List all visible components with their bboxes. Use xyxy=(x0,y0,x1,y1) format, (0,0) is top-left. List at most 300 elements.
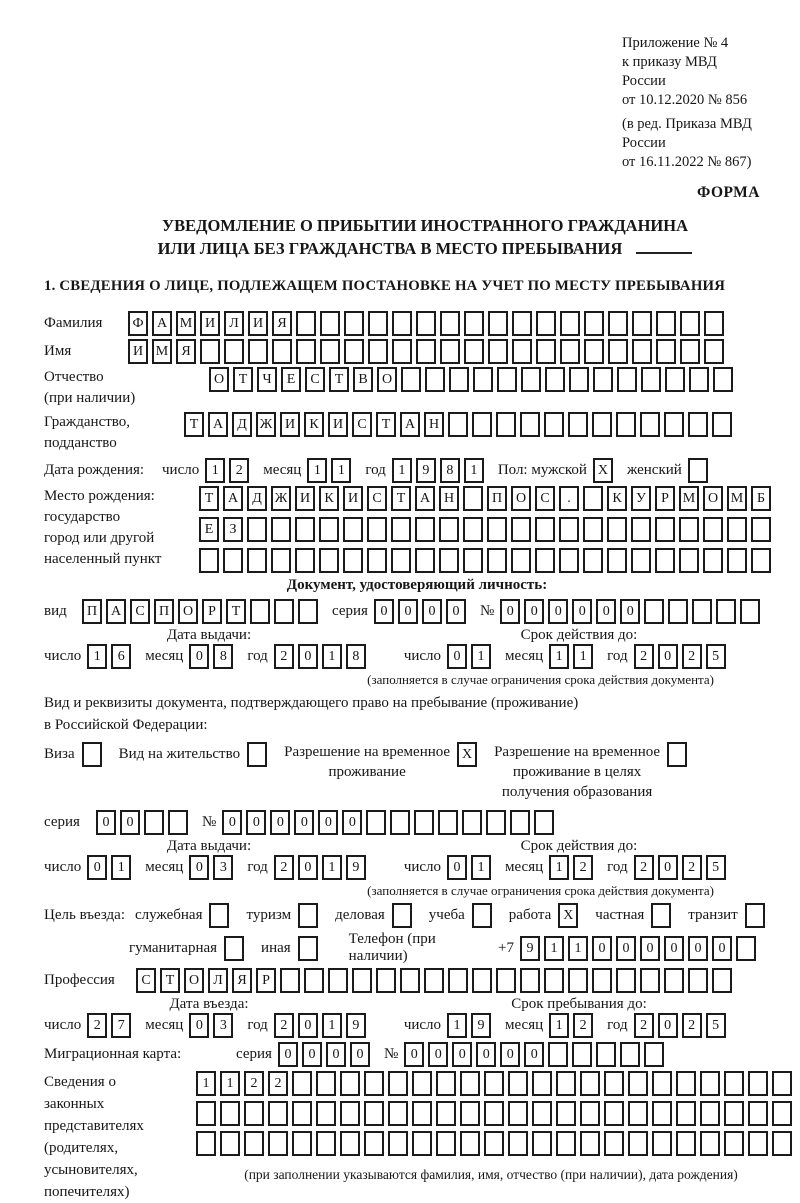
char-cell[interactable]: Ф xyxy=(128,311,148,336)
char-cell[interactable] xyxy=(772,1131,792,1156)
char-cell[interactable]: 0 xyxy=(318,810,338,835)
char-cell[interactable]: И xyxy=(295,486,315,511)
char-cell[interactable] xyxy=(271,517,291,542)
char-cell[interactable]: 0 xyxy=(524,599,544,624)
char-cell[interactable]: 2 xyxy=(682,1013,702,1038)
char-cell[interactable] xyxy=(664,412,684,437)
char-cell[interactable] xyxy=(724,1101,744,1126)
char-cell[interactable] xyxy=(401,367,421,392)
char-cell[interactable]: О xyxy=(377,367,397,392)
char-cell[interactable] xyxy=(144,810,164,835)
char-cell[interactable]: 0 xyxy=(342,810,362,835)
checkbox-cell[interactable] xyxy=(392,903,412,928)
char-cell[interactable]: З xyxy=(223,517,243,542)
char-cell[interactable]: 8 xyxy=(346,644,366,669)
char-cell[interactable] xyxy=(244,1101,264,1126)
char-cell[interactable] xyxy=(604,1071,624,1096)
char-cell[interactable] xyxy=(616,412,636,437)
char-cell[interactable]: 0 xyxy=(298,855,318,880)
char-cell[interactable]: 9 xyxy=(471,1013,491,1038)
char-cell[interactable]: 1 xyxy=(471,855,491,880)
char-cell[interactable] xyxy=(580,1131,600,1156)
char-cell[interactable] xyxy=(412,1131,432,1156)
char-cell[interactable] xyxy=(652,1131,672,1156)
char-cell[interactable] xyxy=(572,1042,592,1067)
char-cell[interactable] xyxy=(703,548,723,573)
char-cell[interactable] xyxy=(535,517,555,542)
char-cell[interactable] xyxy=(200,339,220,364)
char-cell[interactable] xyxy=(772,1071,792,1096)
char-cell[interactable] xyxy=(436,1131,456,1156)
char-cell[interactable] xyxy=(700,1071,720,1096)
char-cell[interactable] xyxy=(344,339,364,364)
char-cell[interactable] xyxy=(532,1101,552,1126)
char-cell[interactable]: Е xyxy=(281,367,301,392)
char-cell[interactable]: Т xyxy=(184,412,204,437)
char-cell[interactable]: 0 xyxy=(500,1042,520,1067)
char-cell[interactable]: 8 xyxy=(440,458,460,483)
char-cell[interactable]: 1 xyxy=(544,936,564,961)
checkbox-cell[interactable]: X xyxy=(457,742,477,767)
char-cell[interactable]: 0 xyxy=(294,810,314,835)
char-cell[interactable] xyxy=(748,1071,768,1096)
char-cell[interactable] xyxy=(484,1131,504,1156)
char-cell[interactable] xyxy=(472,412,492,437)
char-cell[interactable]: 0 xyxy=(620,599,640,624)
char-cell[interactable] xyxy=(510,810,530,835)
char-cell[interactable] xyxy=(508,1071,528,1096)
char-cell[interactable]: 0 xyxy=(189,855,209,880)
char-cell[interactable]: 0 xyxy=(302,1042,322,1067)
char-cell[interactable] xyxy=(511,517,531,542)
char-cell[interactable]: И xyxy=(343,486,363,511)
char-cell[interactable]: 1 xyxy=(196,1071,216,1096)
char-cell[interactable] xyxy=(616,968,636,993)
char-cell[interactable]: 0 xyxy=(500,599,520,624)
char-cell[interactable] xyxy=(596,1042,616,1067)
char-cell[interactable] xyxy=(692,599,712,624)
char-cell[interactable] xyxy=(716,599,736,624)
char-cell[interactable]: 1 xyxy=(464,458,484,483)
char-cell[interactable] xyxy=(340,1071,360,1096)
char-cell[interactable]: И xyxy=(280,412,300,437)
char-cell[interactable] xyxy=(556,1071,576,1096)
char-cell[interactable] xyxy=(449,367,469,392)
char-cell[interactable]: С xyxy=(535,486,555,511)
char-cell[interactable] xyxy=(247,517,267,542)
char-cell[interactable]: С xyxy=(130,599,150,624)
char-cell[interactable]: 6 xyxy=(111,644,131,669)
char-cell[interactable] xyxy=(631,517,651,542)
char-cell[interactable] xyxy=(438,810,458,835)
char-cell[interactable]: П xyxy=(487,486,507,511)
char-cell[interactable] xyxy=(343,517,363,542)
char-cell[interactable] xyxy=(488,339,508,364)
char-cell[interactable] xyxy=(704,339,724,364)
char-cell[interactable] xyxy=(751,517,771,542)
char-cell[interactable] xyxy=(496,968,516,993)
char-cell[interactable] xyxy=(367,548,387,573)
char-cell[interactable]: 1 xyxy=(205,458,225,483)
char-cell[interactable] xyxy=(628,1071,648,1096)
char-cell[interactable] xyxy=(319,548,339,573)
char-cell[interactable]: 0 xyxy=(664,936,684,961)
char-cell[interactable]: 1 xyxy=(549,1013,569,1038)
char-cell[interactable]: О xyxy=(184,968,204,993)
char-cell[interactable] xyxy=(484,1071,504,1096)
char-cell[interactable] xyxy=(247,548,267,573)
char-cell[interactable] xyxy=(497,367,517,392)
char-cell[interactable] xyxy=(727,548,747,573)
char-cell[interactable] xyxy=(340,1101,360,1126)
char-cell[interactable] xyxy=(520,412,540,437)
char-cell[interactable]: 7 xyxy=(111,1013,131,1038)
char-cell[interactable]: 0 xyxy=(524,1042,544,1067)
char-cell[interactable]: 2 xyxy=(268,1071,288,1096)
char-cell[interactable] xyxy=(536,311,556,336)
char-cell[interactable] xyxy=(652,1101,672,1126)
char-cell[interactable] xyxy=(274,599,294,624)
checkbox-cell[interactable] xyxy=(745,903,765,928)
char-cell[interactable] xyxy=(568,968,588,993)
char-cell[interactable] xyxy=(484,1101,504,1126)
char-cell[interactable] xyxy=(604,1101,624,1126)
char-cell[interactable] xyxy=(364,1131,384,1156)
char-cell[interactable] xyxy=(544,412,564,437)
char-cell[interactable]: 0 xyxy=(326,1042,346,1067)
char-cell[interactable] xyxy=(593,367,613,392)
char-cell[interactable] xyxy=(536,339,556,364)
char-cell[interactable] xyxy=(632,311,652,336)
char-cell[interactable]: 2 xyxy=(229,458,249,483)
char-cell[interactable] xyxy=(295,548,315,573)
char-cell[interactable]: Т xyxy=(199,486,219,511)
char-cell[interactable] xyxy=(487,548,507,573)
char-cell[interactable]: 3 xyxy=(213,1013,233,1038)
char-cell[interactable]: А xyxy=(415,486,435,511)
char-cell[interactable] xyxy=(268,1131,288,1156)
char-cell[interactable] xyxy=(292,1131,312,1156)
char-cell[interactable]: 1 xyxy=(331,458,351,483)
char-cell[interactable]: И xyxy=(248,311,268,336)
char-cell[interactable]: Я xyxy=(176,339,196,364)
char-cell[interactable] xyxy=(196,1101,216,1126)
char-cell[interactable]: 1 xyxy=(549,855,569,880)
char-cell[interactable] xyxy=(439,548,459,573)
char-cell[interactable]: 1 xyxy=(220,1071,240,1096)
char-cell[interactable] xyxy=(199,548,219,573)
char-cell[interactable] xyxy=(740,599,760,624)
char-cell[interactable]: С xyxy=(367,486,387,511)
char-cell[interactable] xyxy=(440,311,460,336)
char-cell[interactable] xyxy=(388,1131,408,1156)
char-cell[interactable] xyxy=(748,1101,768,1126)
char-cell[interactable] xyxy=(511,548,531,573)
char-cell[interactable]: 2 xyxy=(634,855,654,880)
char-cell[interactable]: Л xyxy=(208,968,228,993)
char-cell[interactable] xyxy=(388,1101,408,1126)
char-cell[interactable] xyxy=(425,367,445,392)
char-cell[interactable] xyxy=(688,412,708,437)
char-cell[interactable] xyxy=(724,1071,744,1096)
char-cell[interactable]: 0 xyxy=(374,599,394,624)
char-cell[interactable] xyxy=(376,968,396,993)
char-cell[interactable]: 0 xyxy=(592,936,612,961)
char-cell[interactable] xyxy=(580,1101,600,1126)
char-cell[interactable]: В xyxy=(353,367,373,392)
char-cell[interactable]: 1 xyxy=(568,936,588,961)
char-cell[interactable] xyxy=(463,486,483,511)
char-cell[interactable]: 0 xyxy=(120,810,140,835)
char-cell[interactable] xyxy=(608,311,628,336)
char-cell[interactable] xyxy=(388,1071,408,1096)
char-cell[interactable] xyxy=(439,517,459,542)
char-cell[interactable] xyxy=(224,339,244,364)
char-cell[interactable]: 0 xyxy=(398,599,418,624)
char-cell[interactable] xyxy=(436,1101,456,1126)
char-cell[interactable] xyxy=(583,486,603,511)
char-cell[interactable] xyxy=(412,1101,432,1126)
char-cell[interactable]: Ж xyxy=(271,486,291,511)
char-cell[interactable] xyxy=(220,1101,240,1126)
char-cell[interactable]: 2 xyxy=(682,644,702,669)
char-cell[interactable] xyxy=(320,339,340,364)
char-cell[interactable] xyxy=(463,548,483,573)
char-cell[interactable]: Л xyxy=(224,311,244,336)
char-cell[interactable]: Д xyxy=(232,412,252,437)
char-cell[interactable] xyxy=(316,1101,336,1126)
char-cell[interactable] xyxy=(608,339,628,364)
char-cell[interactable] xyxy=(676,1071,696,1096)
char-cell[interactable] xyxy=(560,339,580,364)
char-cell[interactable]: О xyxy=(178,599,198,624)
char-cell[interactable]: К xyxy=(319,486,339,511)
char-cell[interactable] xyxy=(414,810,434,835)
char-cell[interactable]: 0 xyxy=(298,1013,318,1038)
char-cell[interactable]: Т xyxy=(329,367,349,392)
char-cell[interactable]: 0 xyxy=(452,1042,472,1067)
char-cell[interactable]: 0 xyxy=(222,810,242,835)
char-cell[interactable] xyxy=(689,367,709,392)
checkbox-cell[interactable]: X xyxy=(593,458,613,483)
char-cell[interactable]: 9 xyxy=(520,936,540,961)
char-cell[interactable] xyxy=(460,1101,480,1126)
char-cell[interactable] xyxy=(680,339,700,364)
char-cell[interactable]: С xyxy=(305,367,325,392)
checkbox-cell[interactable]: X xyxy=(558,903,578,928)
char-cell[interactable] xyxy=(296,311,316,336)
char-cell[interactable]: 1 xyxy=(573,644,593,669)
char-cell[interactable]: . xyxy=(559,486,579,511)
char-cell[interactable] xyxy=(548,1042,568,1067)
char-cell[interactable] xyxy=(460,1131,480,1156)
char-cell[interactable] xyxy=(272,339,292,364)
char-cell[interactable] xyxy=(559,517,579,542)
char-cell[interactable]: П xyxy=(154,599,174,624)
char-cell[interactable] xyxy=(448,412,468,437)
char-cell[interactable] xyxy=(392,311,412,336)
char-cell[interactable]: 0 xyxy=(446,599,466,624)
char-cell[interactable] xyxy=(628,1101,648,1126)
char-cell[interactable]: Т xyxy=(226,599,246,624)
char-cell[interactable]: 1 xyxy=(322,1013,342,1038)
char-cell[interactable]: М xyxy=(152,339,172,364)
char-cell[interactable]: 2 xyxy=(573,855,593,880)
char-cell[interactable]: 5 xyxy=(706,855,726,880)
char-cell[interactable] xyxy=(280,968,300,993)
char-cell[interactable]: Н xyxy=(424,412,444,437)
char-cell[interactable]: М xyxy=(176,311,196,336)
char-cell[interactable]: 0 xyxy=(189,1013,209,1038)
char-cell[interactable]: Т xyxy=(391,486,411,511)
char-cell[interactable] xyxy=(703,517,723,542)
char-cell[interactable] xyxy=(724,1131,744,1156)
char-cell[interactable]: 1 xyxy=(322,644,342,669)
char-cell[interactable]: А xyxy=(400,412,420,437)
char-cell[interactable]: 2 xyxy=(87,1013,107,1038)
char-cell[interactable] xyxy=(486,810,506,835)
char-cell[interactable]: 1 xyxy=(111,855,131,880)
char-cell[interactable]: 9 xyxy=(346,1013,366,1038)
char-cell[interactable] xyxy=(496,412,516,437)
char-cell[interactable] xyxy=(751,548,771,573)
char-cell[interactable] xyxy=(436,1071,456,1096)
char-cell[interactable] xyxy=(655,548,675,573)
char-cell[interactable] xyxy=(316,1071,336,1096)
char-cell[interactable] xyxy=(556,1101,576,1126)
char-cell[interactable]: 0 xyxy=(572,599,592,624)
char-cell[interactable] xyxy=(488,311,508,336)
char-cell[interactable] xyxy=(580,1071,600,1096)
char-cell[interactable]: Т xyxy=(233,367,253,392)
char-cell[interactable] xyxy=(415,517,435,542)
char-cell[interactable] xyxy=(367,517,387,542)
char-cell[interactable] xyxy=(632,339,652,364)
char-cell[interactable] xyxy=(665,367,685,392)
char-cell[interactable] xyxy=(196,1131,216,1156)
char-cell[interactable]: 1 xyxy=(322,855,342,880)
char-cell[interactable] xyxy=(668,599,688,624)
char-cell[interactable] xyxy=(727,517,747,542)
char-cell[interactable]: Я xyxy=(232,968,252,993)
char-cell[interactable] xyxy=(631,548,651,573)
char-cell[interactable] xyxy=(535,548,555,573)
char-cell[interactable]: 0 xyxy=(548,599,568,624)
char-cell[interactable] xyxy=(676,1101,696,1126)
char-cell[interactable]: 2 xyxy=(682,855,702,880)
char-cell[interactable] xyxy=(640,412,660,437)
char-cell[interactable] xyxy=(640,968,660,993)
char-cell[interactable] xyxy=(679,517,699,542)
char-cell[interactable]: 0 xyxy=(447,855,467,880)
char-cell[interactable] xyxy=(592,412,612,437)
char-cell[interactable]: Ж xyxy=(256,412,276,437)
checkbox-cell[interactable] xyxy=(667,742,687,767)
char-cell[interactable] xyxy=(250,599,270,624)
char-cell[interactable] xyxy=(520,968,540,993)
checkbox-cell[interactable] xyxy=(651,903,671,928)
char-cell[interactable]: 2 xyxy=(274,1013,294,1038)
char-cell[interactable] xyxy=(568,412,588,437)
char-cell[interactable] xyxy=(368,339,388,364)
char-cell[interactable] xyxy=(328,968,348,993)
char-cell[interactable] xyxy=(460,1071,480,1096)
char-cell[interactable] xyxy=(392,339,412,364)
char-cell[interactable] xyxy=(534,810,554,835)
char-cell[interactable]: П xyxy=(82,599,102,624)
char-cell[interactable] xyxy=(223,548,243,573)
char-cell[interactable] xyxy=(295,517,315,542)
char-cell[interactable]: 0 xyxy=(270,810,290,835)
char-cell[interactable]: 0 xyxy=(87,855,107,880)
char-cell[interactable] xyxy=(390,810,410,835)
char-cell[interactable]: А xyxy=(223,486,243,511)
char-cell[interactable] xyxy=(583,548,603,573)
char-cell[interactable]: 5 xyxy=(706,1013,726,1038)
char-cell[interactable] xyxy=(512,339,532,364)
char-cell[interactable] xyxy=(584,311,604,336)
char-cell[interactable] xyxy=(412,1071,432,1096)
char-cell[interactable] xyxy=(712,412,732,437)
char-cell[interactable] xyxy=(462,810,482,835)
char-cell[interactable]: И xyxy=(128,339,148,364)
char-cell[interactable]: 3 xyxy=(213,855,233,880)
char-cell[interactable] xyxy=(366,810,386,835)
char-cell[interactable] xyxy=(583,517,603,542)
char-cell[interactable] xyxy=(463,517,483,542)
char-cell[interactable] xyxy=(343,548,363,573)
char-cell[interactable] xyxy=(416,311,436,336)
char-cell[interactable] xyxy=(532,1131,552,1156)
char-cell[interactable]: М xyxy=(727,486,747,511)
char-cell[interactable] xyxy=(244,1131,264,1156)
char-cell[interactable]: А xyxy=(106,599,126,624)
char-cell[interactable]: 1 xyxy=(471,644,491,669)
char-cell[interactable]: 0 xyxy=(350,1042,370,1067)
char-cell[interactable]: 0 xyxy=(96,810,116,835)
char-cell[interactable]: О xyxy=(703,486,723,511)
char-cell[interactable]: 1 xyxy=(307,458,327,483)
char-cell[interactable] xyxy=(604,1131,624,1156)
char-cell[interactable]: 2 xyxy=(274,855,294,880)
char-cell[interactable] xyxy=(676,1131,696,1156)
char-cell[interactable]: А xyxy=(152,311,172,336)
char-cell[interactable]: 0 xyxy=(596,599,616,624)
char-cell[interactable]: 0 xyxy=(640,936,660,961)
char-cell[interactable]: И xyxy=(328,412,348,437)
char-cell[interactable] xyxy=(416,339,436,364)
checkbox-cell[interactable] xyxy=(82,742,102,767)
checkbox-cell[interactable] xyxy=(209,903,229,928)
char-cell[interactable] xyxy=(532,1071,552,1096)
char-cell[interactable] xyxy=(316,1131,336,1156)
checkbox-cell[interactable] xyxy=(247,742,267,767)
char-cell[interactable] xyxy=(319,517,339,542)
char-cell[interactable] xyxy=(440,339,460,364)
char-cell[interactable]: Р xyxy=(202,599,222,624)
char-cell[interactable] xyxy=(508,1131,528,1156)
char-cell[interactable] xyxy=(544,968,564,993)
checkbox-cell[interactable] xyxy=(472,903,492,928)
char-cell[interactable]: Т xyxy=(160,968,180,993)
char-cell[interactable]: 2 xyxy=(634,644,654,669)
char-cell[interactable] xyxy=(292,1071,312,1096)
char-cell[interactable] xyxy=(545,367,565,392)
char-cell[interactable]: С xyxy=(352,412,372,437)
char-cell[interactable]: 1 xyxy=(87,644,107,669)
char-cell[interactable] xyxy=(448,968,468,993)
char-cell[interactable] xyxy=(521,367,541,392)
